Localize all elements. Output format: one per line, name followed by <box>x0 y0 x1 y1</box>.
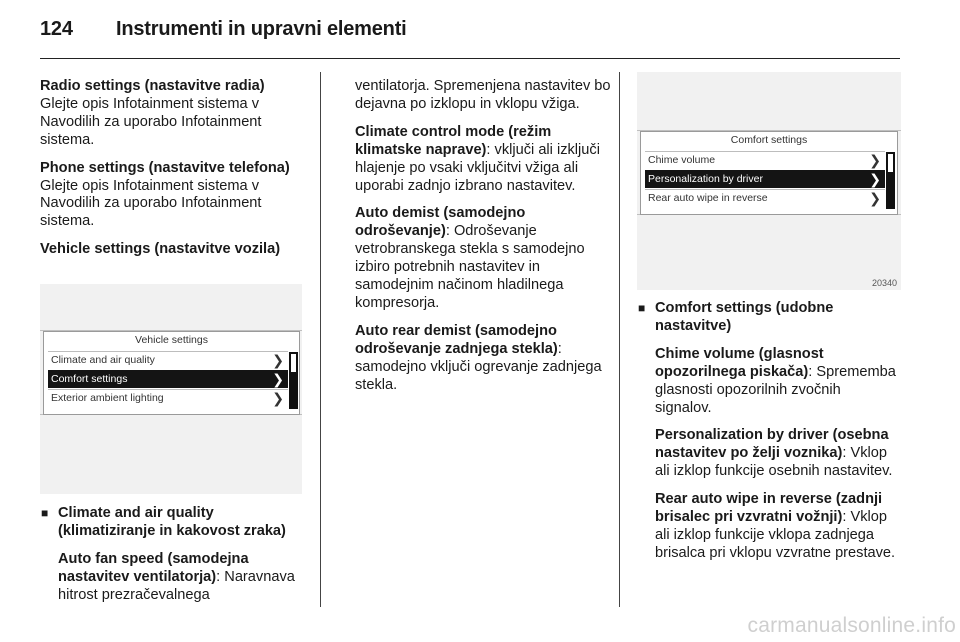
column-1 <box>40 78 312 269</box>
phone-settings-heading: Phone settings (nastavitve telefona) <box>40 159 290 176</box>
chime-volume-heading: Chime volume (glasnost opozorilnega piskača) <box>655 345 824 380</box>
rear-wipe-text: : Vklop ali izklop funkcije vklopa zadnjega brisalca pri vklopu vzvratne prestave. <box>655 509 896 561</box>
column-3 <box>637 300 899 573</box>
menu-item-label: Exterior ambient lighting <box>51 392 164 404</box>
chevron-right-icon: ❯ <box>272 390 284 406</box>
page-number: 124 <box>40 18 73 40</box>
auto-fan-heading: Auto fan speed (samodejna nastavitev ventilatorja) <box>58 550 249 585</box>
menu-item-label: Chime volume <box>648 154 716 166</box>
chevron-right-icon: ❯ <box>869 171 881 187</box>
menu-item-rear-auto-wipe[interactable] <box>645 189 885 207</box>
auto-demist-text: : Odroševanje vetrobranskega stekla s samodejno izbiro potrebnih nastavitev in samodejnim načinom hladilnega kompresorja. <box>355 223 585 311</box>
chevron-right-icon: ❯ <box>272 352 284 368</box>
menu-item-label: Personalization by driver <box>648 173 763 185</box>
auto-fan-text: : Naravnava hitrost prezračevalnega <box>58 568 295 603</box>
climate-mode-text: : vključi ali izključi hlajenje po vsaki vključitvi vžiga ali uporabi zadnjo izbrano nastavitev. <box>355 141 600 194</box>
screen-title: Comfort settings <box>730 134 808 146</box>
scrollbar[interactable] <box>886 152 895 209</box>
comfort-settings-figure <box>637 72 901 290</box>
phone-settings-text: Glejte opis Infotainment sistema v Navodilih za uporabo Infotainment sistema. <box>40 177 262 230</box>
menu-item-chime-volume[interactable] <box>645 151 885 169</box>
bullet-climate <box>40 505 312 541</box>
rear-demist-heading: Auto rear demist (samodejno odroševanje zadnjega stekla) <box>355 322 558 357</box>
vehicle-settings-screen <box>43 331 300 415</box>
comfort-settings-screen <box>640 131 898 215</box>
rear-wipe-heading: Rear auto wipe in reverse (zadnji brisalec pri vzvratni vožnji) <box>655 491 883 526</box>
menu-item-label: Climate and air quality <box>51 354 155 366</box>
radio-settings-text: Glejte opis Infotainment sistema v Navodilih za uporabo Infotainment sistema. <box>40 95 262 148</box>
auto-demist-heading: Auto demist (samodejno odroševanje) <box>355 205 526 240</box>
bullet-climate-text: Climate and air quality (klimatiziranje in kakovost zraka) <box>58 505 286 539</box>
personalization-heading: Personalization by driver (osebna nastavitev po želji voznika) <box>655 427 889 462</box>
menu-item-climate[interactable] <box>48 351 288 369</box>
climate-mode-heading: Climate control mode (režim klimatske naprave) <box>355 123 552 158</box>
vehicle-settings-heading: Vehicle settings (nastavitve vozila) <box>40 241 281 258</box>
auto-fan-text-cont: ventilatorja. Spremenjena nastavitev bo dejavna po izklopu in vklopu vžiga. <box>355 78 611 112</box>
scrollbar[interactable] <box>289 352 298 409</box>
chevron-right-icon: ❯ <box>272 371 284 387</box>
column-divider-2 <box>619 72 620 607</box>
personalization-text: : Vklop ali izklop funkcije osebnih nastavitev. <box>655 445 893 480</box>
chevron-right-icon: ❯ <box>869 190 881 206</box>
menu-item-exterior-lighting[interactable] <box>48 389 288 407</box>
chevron-right-icon: ❯ <box>869 152 881 168</box>
page-header <box>40 18 407 41</box>
column-divider-1 <box>320 72 321 607</box>
bullet-comfort <box>637 300 899 336</box>
chime-volume-text: : Sprememba glasnosti opozorilnih zvočnih signalov. <box>655 363 896 416</box>
column-2 <box>355 78 611 405</box>
figure-number: 20340 <box>871 278 897 288</box>
screen-title: Vehicle settings <box>135 334 208 346</box>
column-1-lower <box>40 505 312 615</box>
menu-item-personalization[interactable] <box>645 170 885 188</box>
rear-demist-text: : samodejno vključi ogrevanje zadnjega stekla. <box>355 340 602 393</box>
menu-item-label: Comfort settings <box>51 373 128 385</box>
menu-item-comfort[interactable] <box>48 370 288 388</box>
watermark: carmanualsonline.info <box>747 614 956 637</box>
header-rule <box>40 58 900 59</box>
radio-settings-heading: Radio settings (nastavitve radia) <box>40 78 265 94</box>
menu-item-label: Rear auto wipe in reverse <box>648 192 768 204</box>
page-title: Instrumenti in upravni elementi <box>116 18 407 40</box>
bullet-comfort-text: Comfort settings (udobne nastavitve) <box>655 300 834 334</box>
vehicle-settings-figure <box>40 284 302 494</box>
